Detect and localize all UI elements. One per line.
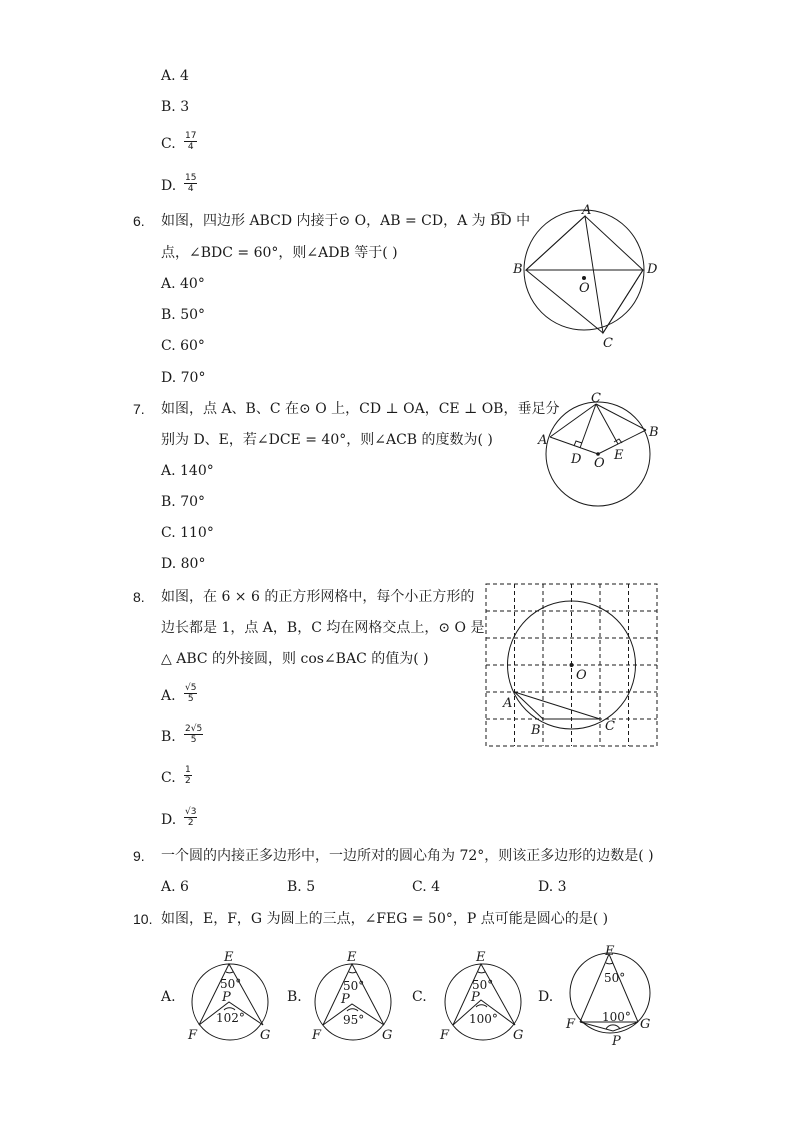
q6-label-c: C — [603, 336, 613, 351]
q10-b-g: G — [382, 1028, 393, 1043]
q10-figure-a — [187, 950, 270, 1043]
q10-option-c-label[interactable]: C. — [412, 989, 427, 1005]
q9-option-d[interactable]: D. 3 — [538, 879, 567, 895]
q7-option-b[interactable]: B. 70° — [161, 494, 206, 510]
fraction-denominator: 4 — [187, 142, 194, 152]
q6-number: 6. — [133, 213, 145, 229]
fraction-numerator: 2√5 — [185, 724, 203, 734]
q10-c-p: P — [471, 990, 480, 1005]
q10-number: 10. — [133, 911, 153, 927]
q10-c-angle-arc — [476, 1005, 487, 1007]
q10-b-angle-arc — [347, 1009, 358, 1011]
q6-option-d[interactable]: D. 70° — [161, 370, 206, 386]
q10-c-g: G — [513, 1028, 524, 1043]
q8-option-c-label: C. — [161, 770, 176, 786]
q10-c-e: E — [476, 950, 486, 965]
q7-label-e: E — [614, 448, 624, 463]
q8-label-b: B — [531, 723, 541, 738]
q10-figure-b — [311, 950, 392, 1043]
q5-option-b[interactable]: B. 3 — [161, 99, 190, 115]
q6-option-a[interactable]: A. 40° — [161, 276, 205, 292]
q10-a-g: G — [260, 1028, 271, 1043]
q9-stem: 一个圆的内接正多边形中，一边所对的圆心角为 72°，则该正多边形的边数是( ) — [161, 848, 654, 864]
fraction-denominator: 4 — [187, 184, 194, 194]
q10-option-b-label[interactable]: B. — [287, 989, 302, 1005]
q10-a-angle-top: 50° — [220, 977, 242, 991]
q7-label-o: O — [594, 456, 605, 471]
fraction-numerator: 1 — [185, 765, 191, 775]
q10-c-top-arc — [478, 972, 485, 973]
q9-option-a[interactable]: A. 6 — [161, 879, 189, 895]
q7-option-a[interactable]: A. 140° — [161, 463, 214, 479]
q10-c-angle-top: 50° — [472, 978, 494, 992]
q5-option-a[interactable]: A. 4 — [161, 68, 189, 84]
q10-option-a-label[interactable]: A. — [161, 989, 176, 1005]
fraction-denominator: 5 — [187, 694, 194, 704]
fraction-numerator: 15 — [185, 173, 197, 183]
q10-d-e: E — [605, 944, 615, 959]
q10-d-f: F — [566, 1017, 576, 1032]
q10-b-f: F — [312, 1028, 322, 1043]
q7-label-a: A — [538, 433, 548, 448]
q10-b-angle-bottom: 95° — [343, 1013, 365, 1027]
q10-c-angle-bottom: 100° — [469, 1012, 498, 1026]
q6-label-b: B — [513, 262, 523, 277]
q10-a-angle-arc — [224, 1008, 235, 1010]
q6-option-b[interactable]: B. 50° — [161, 307, 206, 323]
q10-a-f: F — [188, 1028, 198, 1043]
q6-label-d: D — [647, 262, 658, 277]
q9-option-c[interactable]: C. 4 — [412, 879, 441, 895]
q8-option-d-label: D. — [161, 812, 177, 828]
q10-b-e: E — [347, 950, 357, 965]
q9-number: 9. — [133, 848, 145, 864]
q8-stem-line1: 如图，在 6 × 6 的正方形网格中，每个小正方形的 — [161, 589, 475, 605]
q7-option-d[interactable]: D. 80° — [161, 556, 206, 572]
q7-number: 7. — [133, 401, 145, 417]
q10-option-d-label[interactable]: D. — [538, 989, 554, 1005]
q8-option-a-label: A. — [161, 688, 176, 704]
q8-label-c: C — [605, 719, 615, 734]
q6-label-o: O — [579, 281, 590, 296]
q8-label-o: O — [576, 668, 587, 683]
q9-option-b[interactable]: B. 5 — [287, 879, 316, 895]
fraction-denominator: 2 — [187, 818, 194, 828]
q10-d-angle-bottom: 100° — [602, 1010, 631, 1024]
q10-d-g: G — [640, 1017, 651, 1032]
q10-b-top-arc — [349, 972, 356, 973]
q8-stem-line2: 边长都是 1，点 A，B，C 均在网格交点上，⊙ O 是 — [161, 620, 485, 636]
q10-stem: 如图，E，F，G 为圆上的三点，∠FEG = 50°，P 点可能是圆心的是( ) — [161, 911, 609, 927]
q7-label-d: D — [571, 452, 582, 467]
q10-b-p: P — [341, 992, 350, 1007]
fraction-numerator: 17 — [185, 131, 197, 141]
q8-label-a: A — [503, 696, 513, 711]
q10-a-angle-bottom: 102° — [216, 1011, 245, 1025]
q10-d-p: P — [612, 1034, 621, 1049]
q10-d-top-arc — [606, 963, 613, 964]
q10-a-p: P — [222, 990, 231, 1005]
q10-figure-d — [565, 944, 650, 1049]
q7-stem-line2: 别为 D、E，若∠DCE = 40°，则∠ACB 的度数为( ) — [161, 432, 493, 448]
q10-a-top-arc — [226, 972, 233, 973]
q7-label-c: C — [591, 391, 601, 406]
q10-figure-c — [439, 950, 523, 1043]
q5-option-d-label: D. — [161, 178, 177, 194]
q7-label-b: B — [649, 425, 659, 440]
q8-number: 8. — [133, 589, 145, 605]
q6-stem-line2: 点，∠BDC = 60°，则∠ADB 等于( ) — [161, 245, 398, 261]
q8-stem-line3: △ ABC 的外接圆，则 cos∠BAC 的值为( ) — [161, 651, 429, 667]
q7-option-c[interactable]: C. 110° — [161, 525, 214, 541]
fraction-numerator: √3 — [185, 807, 197, 817]
q5-option-c-label: C. — [161, 136, 176, 152]
q10-b-circle — [315, 964, 391, 1040]
fraction-numerator: √5 — [185, 683, 197, 693]
q10-a-e: E — [224, 950, 234, 965]
q6-option-c[interactable]: C. 60° — [161, 338, 205, 354]
q10-d-angle-top: 50° — [604, 971, 626, 985]
q6-label-a: A — [582, 203, 592, 218]
q10-c-f: F — [440, 1028, 450, 1043]
q10-b-angle-top: 50° — [343, 979, 365, 993]
q6-stem-line1: 如图，四边形 ABCD 内接于⊙ O，AB = CD，A 为 B͡D 中 — [161, 213, 531, 229]
q7-stem-line1: 如图，点 A、B、C 在⊙ O 上，CD ⊥ OA，CE ⊥ OB，垂足分 — [161, 401, 560, 417]
q10-d-angle-arc — [606, 1025, 620, 1029]
fraction-denominator: 5 — [190, 735, 197, 745]
fraction-denominator: 2 — [185, 776, 191, 786]
q8-option-b-label: B. — [161, 729, 176, 745]
